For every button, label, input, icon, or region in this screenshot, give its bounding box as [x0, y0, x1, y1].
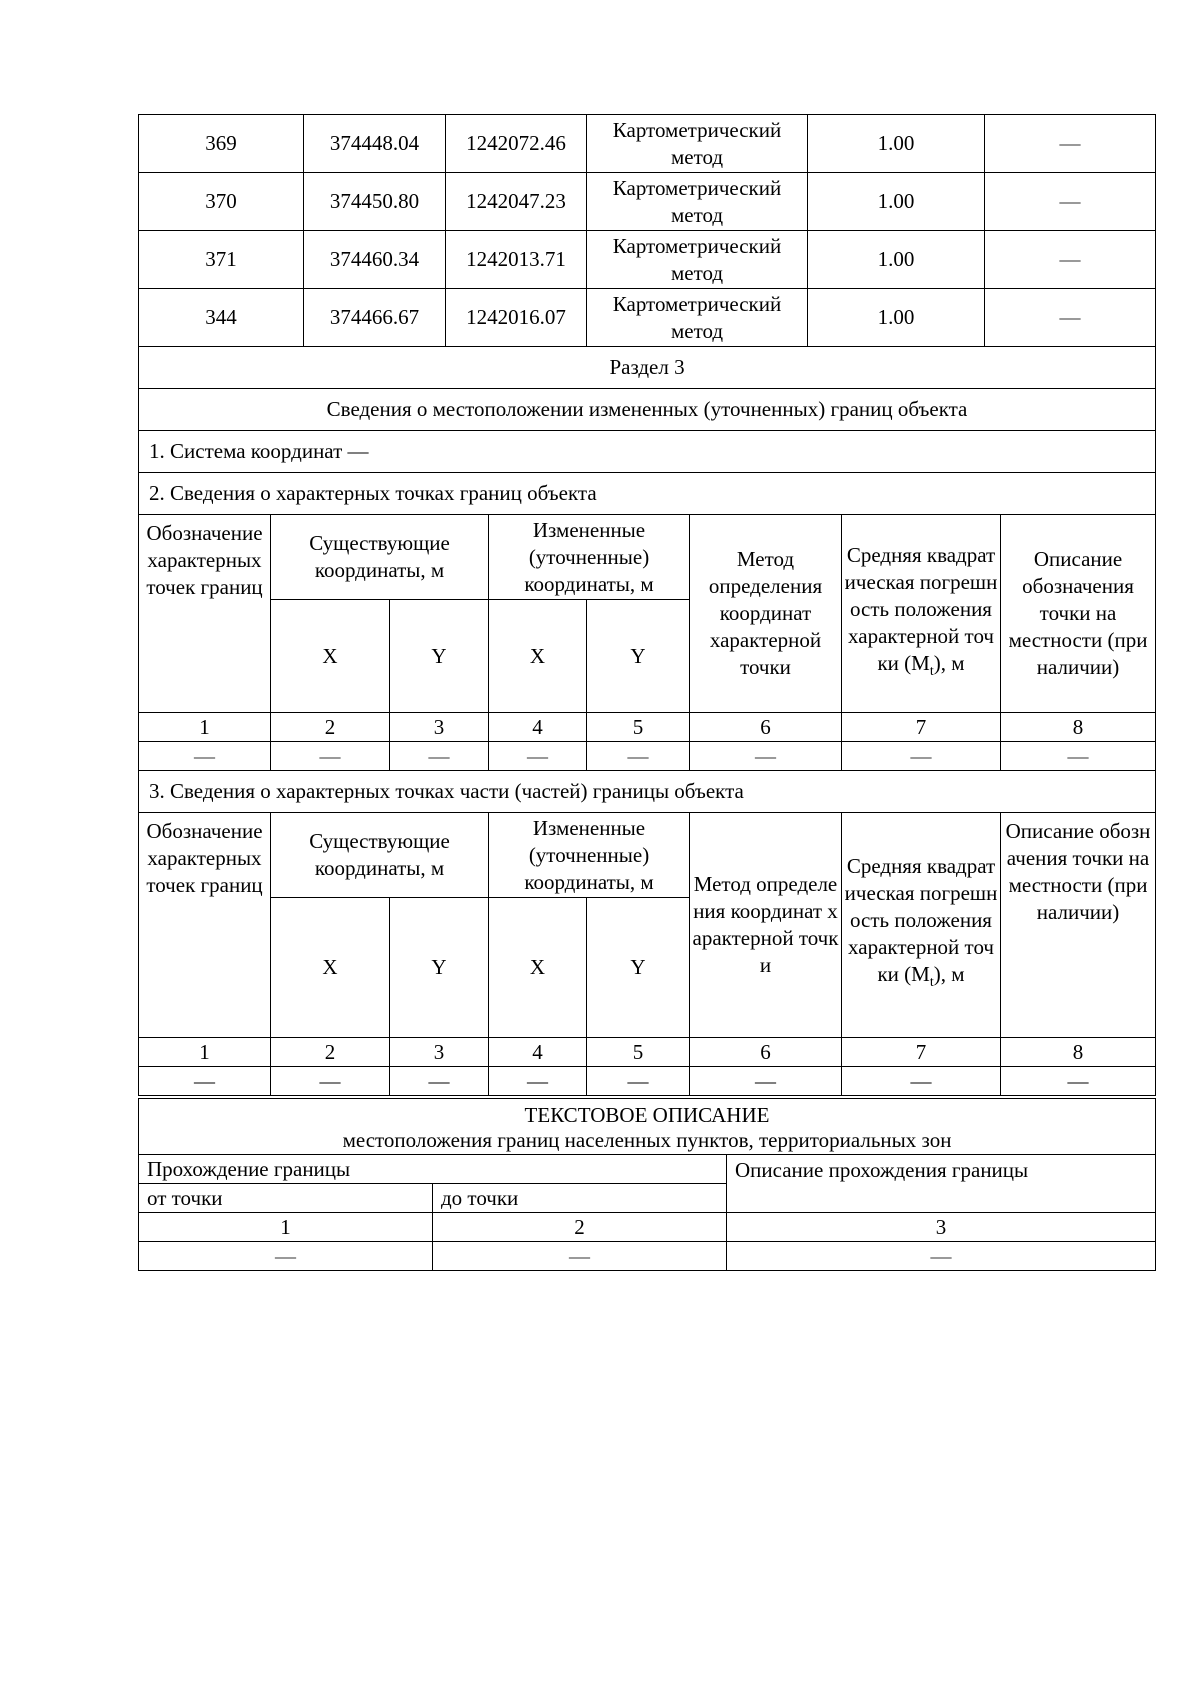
coord-x: 374448.04 [304, 115, 446, 173]
text-description-header [139, 1099, 1156, 1155]
header-existing-coords: Существующие координаты, м [271, 515, 489, 600]
header-accuracy: Средняя квадратическая погрешность положения характерной точки $(M_t)$, м [842, 813, 1001, 1038]
coordinate-system: 1. Система координат — [139, 431, 1156, 473]
empty-cell: — [1001, 1067, 1156, 1096]
col-number: 3 [727, 1213, 1156, 1242]
header-method: Метод определения координат характерной точки [690, 515, 842, 713]
header-y: Y [587, 898, 690, 1038]
header-description: Описание обозначения точки на местности (при наличии) [1001, 515, 1156, 713]
header-y: Y [390, 600, 489, 713]
to-point-header: до точки [433, 1184, 727, 1213]
empty-cell: — [489, 1067, 587, 1096]
column-numbers-row [139, 713, 1156, 742]
header-y: Y [390, 898, 489, 1038]
empty-cell: — [271, 1067, 390, 1096]
col-number: 3 [390, 1038, 489, 1067]
section-title: Раздел 3 [139, 347, 1156, 389]
column-numbers-row [139, 1213, 1156, 1242]
point-number: 370 [139, 173, 304, 231]
empty-cell: — [587, 742, 690, 771]
passage-description-header: Описание прохождения границы [727, 1155, 1156, 1213]
points-heading: 2. Сведения о характерных точках границ объекта [139, 473, 1156, 515]
empty-cell: — [271, 742, 390, 771]
header-changed-coords: Измененные (уточненные) координаты, м [489, 515, 690, 600]
coord-y: 1242072.46 [446, 115, 587, 173]
section-subtitle: Сведения о местоположении измененных (уточненных) границ объекта [139, 389, 1156, 431]
text-description-title: ТЕКСТОВОЕ ОПИСАНИЕ [524, 1102, 770, 1127]
col-number: 2 [271, 713, 390, 742]
header-x: X [489, 898, 587, 1038]
header-x: X [489, 600, 587, 713]
method: Картометрический метод [587, 289, 808, 347]
coord-y: 1242047.23 [446, 173, 587, 231]
table-row [139, 231, 1156, 289]
header-y: Y [587, 600, 690, 713]
passage-header: Прохождение границы [139, 1155, 727, 1184]
col-number: 6 [690, 713, 842, 742]
coord-y: 1242013.71 [446, 231, 587, 289]
accuracy: 1.00 [808, 173, 985, 231]
empty-cell: — [842, 742, 1001, 771]
header-x: X [271, 600, 390, 713]
description: — [985, 173, 1156, 231]
empty-cell: — [139, 742, 271, 771]
point-number: 344 [139, 289, 304, 347]
header-designation: Обозначение характерных точек границ [139, 515, 271, 713]
method: Картометрический метод [587, 231, 808, 289]
col-number: 5 [587, 1038, 690, 1067]
header-designation: Обозначение характерных точек границ [139, 813, 271, 1038]
description: — [985, 231, 1156, 289]
header-x: X [271, 898, 390, 1038]
description: — [985, 115, 1156, 173]
section-3-table [138, 346, 1156, 1096]
empty-cell: — [489, 742, 587, 771]
table-row [139, 289, 1156, 347]
parts-heading: 3. Сведения о характерных точках части (частей) границы объекта [139, 771, 1156, 813]
table-row [139, 742, 1156, 771]
table-row [139, 1067, 1156, 1096]
col-number: 5 [587, 713, 690, 742]
empty-cell: — [727, 1242, 1156, 1271]
empty-cell: — [139, 1242, 433, 1271]
coord-x: 374466.67 [304, 289, 446, 347]
empty-cell: — [587, 1067, 690, 1096]
col-number: 2 [271, 1038, 390, 1067]
col-number: 2 [433, 1213, 727, 1242]
empty-cell: — [690, 742, 842, 771]
col-number: 6 [690, 1038, 842, 1067]
point-number: 371 [139, 231, 304, 289]
table-row [139, 115, 1156, 173]
coord-x: 374450.80 [304, 173, 446, 231]
method: Картометрический метод [587, 173, 808, 231]
description: — [985, 289, 1156, 347]
col-number: 1 [139, 713, 271, 742]
coord-y: 1242016.07 [446, 289, 587, 347]
col-number: 8 [1001, 1038, 1156, 1067]
empty-cell: — [690, 1067, 842, 1096]
empty-cell: — [1001, 742, 1156, 771]
table-row [139, 1242, 1156, 1271]
table-row [139, 173, 1156, 231]
text-description-subtitle: местоположения границ населенных пунктов, территориальных зон [342, 1127, 952, 1152]
empty-cell: — [390, 1067, 489, 1096]
empty-cell: — [842, 1067, 1001, 1096]
from-point-header: от точки [139, 1184, 433, 1213]
header-existing-coords: Существующие координаты, м [271, 813, 489, 898]
col-number: 3 [390, 713, 489, 742]
text-description-table [138, 1098, 1156, 1271]
header-method: Метод определения координат характерной точки [690, 813, 842, 1038]
col-number: 1 [139, 1213, 433, 1242]
header-changed-coords: Измененные (уточненные) координаты, м [489, 813, 690, 898]
accuracy: 1.00 [808, 115, 985, 173]
method: Картометрический метод [587, 115, 808, 173]
empty-cell: — [433, 1242, 727, 1271]
col-number: 8 [1001, 713, 1156, 742]
empty-cell: — [390, 742, 489, 771]
point-number: 369 [139, 115, 304, 173]
accuracy: 1.00 [808, 289, 985, 347]
accuracy: 1.00 [808, 231, 985, 289]
header-description: Описание обозначения точки на местности (при наличии) [1001, 813, 1156, 1038]
coordinates-continuation-table [138, 114, 1156, 347]
coord-x: 374460.34 [304, 231, 446, 289]
col-number: 4 [489, 1038, 587, 1067]
empty-cell: — [139, 1067, 271, 1096]
col-number: 1 [139, 1038, 271, 1067]
col-number: 7 [842, 1038, 1001, 1067]
col-number: 7 [842, 713, 1001, 742]
header-accuracy: Средняя квадратическая погрешность положения характерной точки $(M_t)$, м [842, 515, 1001, 713]
column-numbers-row [139, 1038, 1156, 1067]
col-number: 4 [489, 713, 587, 742]
